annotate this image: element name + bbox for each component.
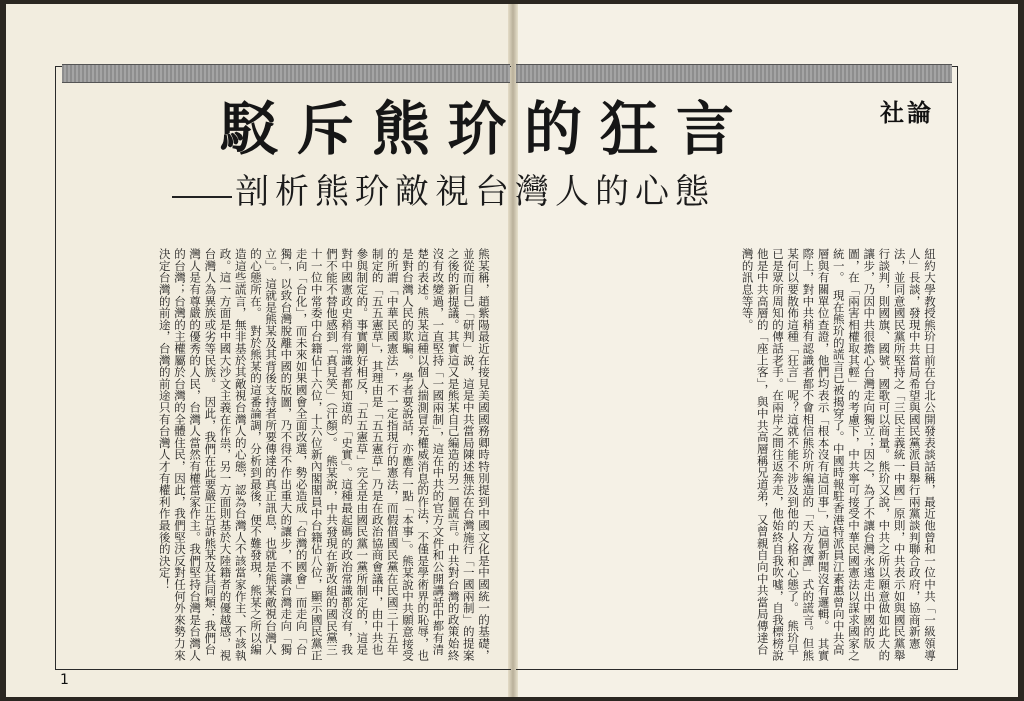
article-body-left: 熊某稱，趙紫陽最近在接見美國國務卿時特別提到中國文化是中國統一的基礎，並從而自己「研判」說，這是中共當局陳述無法在台灣施行「一國兩制」的提案之後的新提議。其實這又是熊某自己編造的另一個謊言。中共對台灣的政策始終沒有改變過，一直堅持「一國兩制」，這在中共的官方文件和公開講話中都有清楚的表述。熊某這種以個人揣測冒充權威消息的作法，不僅是學術界的恥辱，也是對台灣人民的欺騙。 學者要說話，亦應有一點「本事」。熊某說中共願意接受的所謂「中華民國憲法」，不一定指現行的憲法，而假借國民黨在民國三十五年制定的「五五憲草」，其理由是「五五憲草」乃是在政治協商會議中，由中共也參與制定的。事實剛好相反，「五五憲草」完全是由國民黨一黨所制定的，這是對中國憲政史稍有常識者都知道的「史實」。這種最起碼的政治常識都沒有，我們不能不替他感到「真見笑」（汗顏）。 熊某說，中共發現在新改組的國民黨三十一位中常委中台籍佔十六位，十六位新內閣閣員中台籍佔八位，顯示國民黨正走向「台化」，而未來如果國會全面改選，勢必造成「台灣的國會」而走向「台獨」，以致台灣脫離中國的版圖，乃不得不作出重大的讓步，不讓台灣走向「獨立」。這就是熊某及其背後支持者所要傳達的真正訊息，也就是熊某敵視台灣人的心態所在。 對於熊某的這番論調，分析到最後，便不難發現，熊某之所以編造這些謊言，無非基於其敵視台灣人的心態，認為台灣人不該當家作主、不該執政。這一方面是中國大沙文主義在作祟，另一方面則基於大陸籍者的優越感，視台灣人為異族或劣等民族。 因此，我們在此要嚴正告訴熊某及其同類：我們台灣人是有尊嚴的優秀的人民，台灣人當然有權當家作主。我們堅持台灣是台灣人的台灣；台灣的主權屬於台灣的全體住民，因此，我們堅決反對任何外來勢力來決定台灣的前途，台灣的前途只有台灣人才有權利作最後的決定！ [157,248,491,662]
header-bar-right [516,64,952,83]
article-body-right: 紐約大學教授熊玠日前在台北公開發表談話稱，最近他曾和一位中共「一級領導人」長談，發現中共當局希望與國民黨派員舉行兩黨談判聯合政府，協商新憲法，並同意國民黨所堅持之「三民主義統一中國」原則，中共表示如與國民黨舉行談判，則國旗、國號、國歌可以商量。熊玠又說，中共之所以願意做如此大的讓步，乃因中共很擔心台灣走向獨立；因之，為了不讓台灣永遠走出中國的版圖，在「兩害相權取其輕」的考慮下，中共寧可接受中華民國憲法以謀求國家之統一。 現在熊玠的謊言已被揭穿了。中國時報駐香港特派員江素惠曾向中共高層與有關單位查證，他們均表示「根本沒有這回事」，這個新聞沒有邏輯。 其實際上，對中共稍有認識者都不會相信熊玠所編造的「天方夜譚」式的謊言。但熊某何以要散佈這種「狂言」呢？這就不能不涉及到他的人格和心態了。 熊玠早已是眾所周知的傳話老手。在兩岸之間往返奔走，他始終自我吹噓，自我標榜說他是中共高層的「座上客」，與中共高層稱兄道弟，又曾親自向中共當局傳達台灣的訊息等等。 [740,248,937,662]
subtitle-dash [172,196,232,198]
page-number: 1 [60,672,69,688]
header-bar-left [62,64,510,83]
section-label: 社論 [880,99,934,127]
headline: 駁斥熊玠的狂言 [220,95,753,163]
subheadline: 剖析熊玠敵視台灣人的心態 [235,172,715,212]
